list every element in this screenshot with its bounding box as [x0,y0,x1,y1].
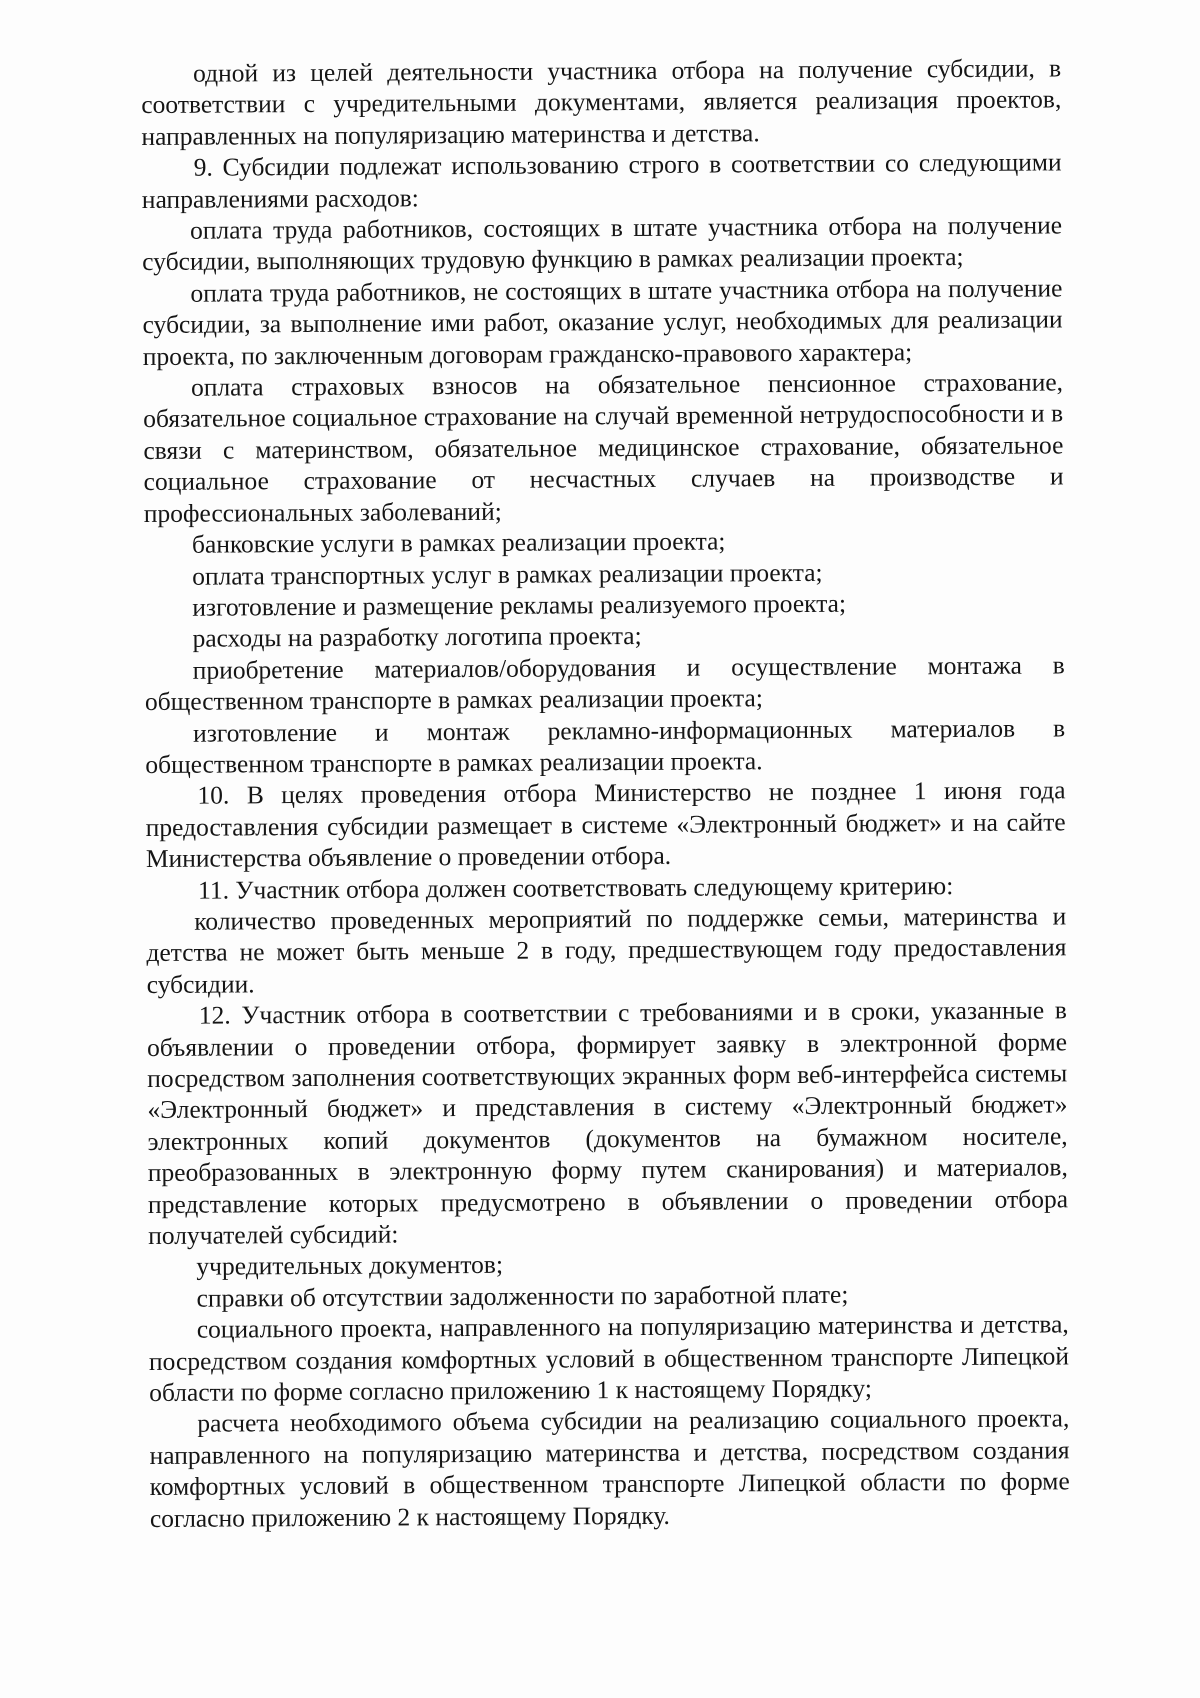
criterion-events-count: количество проведенных мероприятий по поддержке семьи, материнства и детства не может быть меньше 2 в году, предшествующем году предоставления субсидии. [146,901,1067,999]
paragraph-item-9: 9. Субсидии подлежат использованию строго в соответствии со следующими направлениями расходов: [141,147,1062,214]
expense-item-advertising: изготовление и размещение рекламы реализуемого проекта; [192,588,847,622]
document-list-item-social-project: социального проекта, направленного на популяризацию материнства и детства, посредством создания комфортных условий в общественном транспорте Липецкой области по форме согласно приложению 1 к настоящему Порядку; [148,1309,1070,1408]
paragraph-item-10: 10. В целях проведения отбора Министерство не позднее 1 июня года предоставления субсидии размещает в системе «Электронный бюджет» и на сайте Министерства объявление о проведении отбора. [145,775,1066,874]
document-body [141,52,1070,1534]
paragraph-item-12: 12. Участник отбора в соответствии с требованиями и в сроки, указанные в объявлении о проведении отбора, формирует заявку в электронной форме посредством заполнения соответствующих экранных форм веб-интерфейса системы «Электронный бюджет» и представления в систему «Электронный бюджет» электронных копий документов (документов на бумажном носителе, преобразованных в электронную форму путем сканирования) и материалов, представление которых предусмотрено в объявлении о проведении отбора получателей субсидий: [146,995,1069,1251]
expense-item-transport: оплата транспортных услуг в рамках реализации проекта; [192,557,823,591]
expense-item-info-materials: изготовление и монтаж рекламно-информационных материалов в общественном транспорте в рамках реализации проекта. [145,712,1066,779]
expense-item-banking: банковские услуги в рамках реализации проекта; [191,526,726,559]
expense-item-contractor-salary: оплата труда работников, не состоящих в штате участника отбора на получение субсидии, за выполнение ими работ, оказание услуг, необходимых для реализации проекта, по заключенным договорам гражданско-правового характера; [142,273,1063,371]
expense-item-logo: расходы на разработку логотипа проекта; [192,621,642,654]
document-list-item-salary-debt-certificate: справки об отсутствии задолженности по заработной плате; [196,1279,849,1313]
expense-item-insurance: оплата страховых взносов на обязательное пенсионное страхование, обязательное социальное страхование на случай временной нетрудоспособности и в связи с материнством, обязательное медицинское страхование, обязательное социальное страхование от несчастных случаев на производстве и профессиональных заболеваний; [143,367,1064,528]
expense-item-staff-salary: оплата труда работников, состоящих в штате участника отбора на получение субсидии, выполняющих трудовую функцию в рамках реализации проекта; [142,210,1063,277]
paragraph-item-11: 11. Участник отбора должен соответствовать следующему критерию: [197,870,954,905]
paragraph-goal-continuation: одной из целей деятельности участника отбора на получение субсидии, в соответствии с учредительными документами, является реализация проектов, направленных на популяризацию материнства и детства. [141,53,1062,151]
document-list-item-founding-docs: учредительных документов; [196,1250,504,1282]
document-list-item-subsidy-calculation: расчета необходимого объема субсидии на реализацию социального проекта, направленного на популяризацию материнства и детства, посредством создания комфортных условий в общественном транспорте Липецкой области по форме согласно приложению 2 к настоящему Порядку. [149,1403,1070,1533]
expense-item-equipment: приобретение материалов/оборудования и осуществление монтажа в общественном транспорте в рамках реализации проекта; [144,650,1065,717]
